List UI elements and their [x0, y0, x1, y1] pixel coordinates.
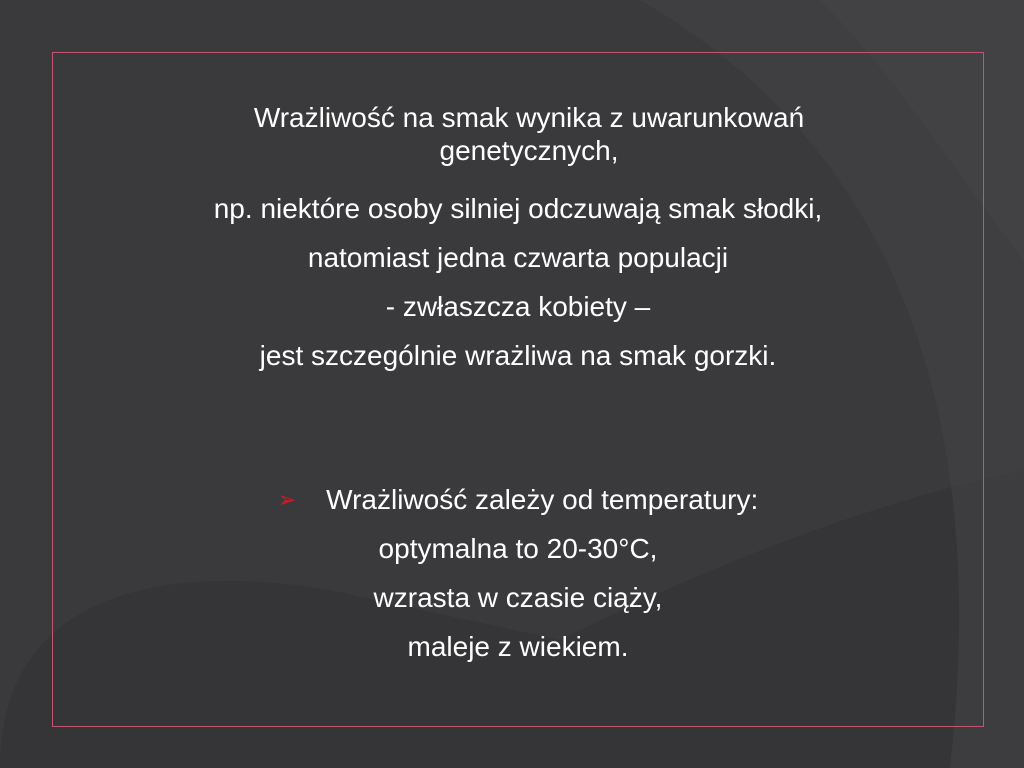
- bullet-line-4: maleje z wiekiem.: [407, 631, 629, 662]
- slide-content: [52, 52, 984, 727]
- bullet-line-3: wzrasta w czasie ciąży,: [373, 582, 663, 613]
- bullet-line-2: optymalna to 20-30°C,: [378, 533, 658, 564]
- paragraph-line-5: jest szczególnie wrażliwa na smak gorzki.: [259, 340, 777, 371]
- arrow-bullet-icon: ➢: [277, 487, 297, 512]
- bullet-text: Wrażliwość zależy od temperatury:: [326, 484, 759, 515]
- paragraph-line-4: - zwłaszcza kobiety –: [385, 291, 651, 322]
- bullet-item: [52, 483, 984, 519]
- paragraph-line-1: Wrażliwość na smak wynika z uwarunkowań genetycznych,: [253, 102, 805, 166]
- paragraph-line-2: np. niektóre osoby silniej odczuwają smak słodki,: [213, 193, 823, 224]
- paragraph-line-3: natomiast jedna czwarta populacji: [307, 242, 729, 273]
